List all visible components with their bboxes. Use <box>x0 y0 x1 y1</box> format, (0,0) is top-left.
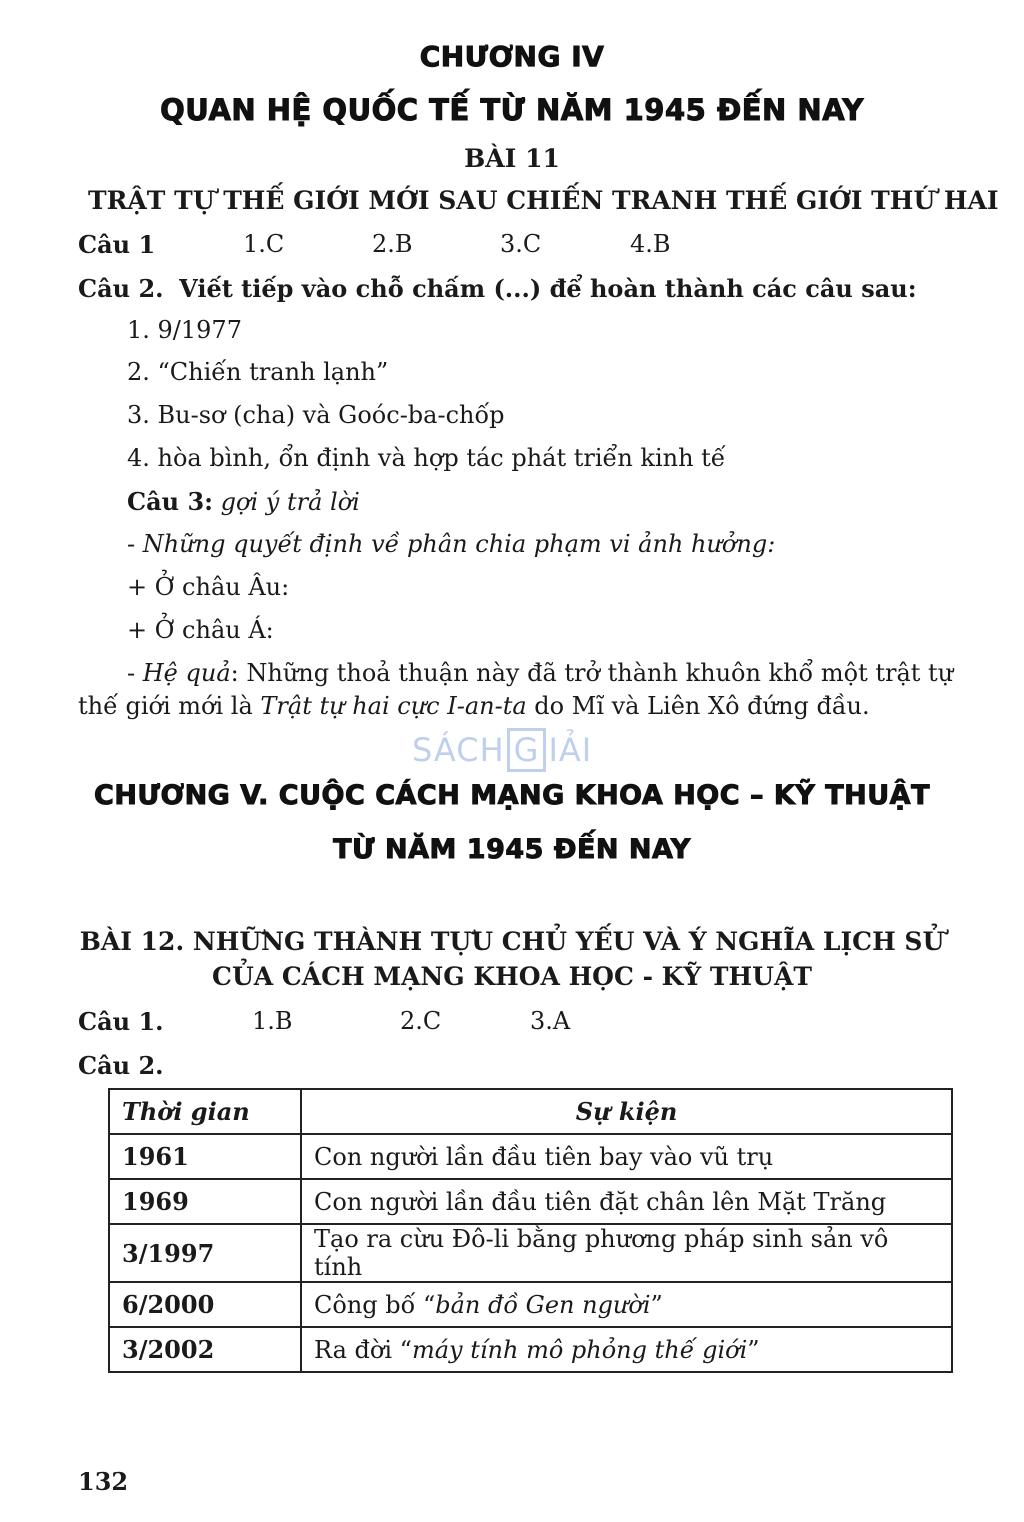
l12-q1-answer: 3.A <box>530 1007 571 1035</box>
l11-q1-answer: 3.C <box>500 230 542 258</box>
l11-q2-item: 1. 9/1977 <box>127 316 242 344</box>
watermark-text-g: G <box>507 728 547 772</box>
watermark-text-a: SÁCH <box>412 731 505 769</box>
watermark-logo <box>412 728 592 772</box>
l11-q3-hint: gợi ý trả lời <box>220 488 360 516</box>
event-description: Tạo ra cừu Đô-li bằng phương pháp sinh sản vô tính <box>301 1224 952 1282</box>
l11-q3-consequence-line-2 <box>78 692 870 720</box>
event-time: 3/1997 <box>109 1224 301 1282</box>
l11-q3-asia: + Ở châu Á: <box>127 616 274 644</box>
table-header-row <box>109 1089 952 1134</box>
event-time: 6/2000 <box>109 1282 301 1327</box>
l11-q2-item: 4. hòa bình, ổn định và hợp tác phát triển kinh tế <box>127 444 726 472</box>
event-description <box>301 1327 952 1372</box>
table-row <box>109 1224 952 1282</box>
l12-q2-label: Câu 2. <box>78 1051 164 1080</box>
event-text-pre: Ra đời “ <box>314 1335 412 1364</box>
l11-q2-prompt: Viết tiếp vào chỗ chấm (...) để hoàn thành các câu sau: <box>179 274 917 303</box>
lesson-12-title-line-2: CỦA CÁCH MẠNG KHOA HỌC - KỸ THUẬT <box>212 962 812 991</box>
l11-q3-europe: + Ở châu Âu: <box>127 573 290 601</box>
event-time: 1969 <box>109 1179 301 1224</box>
header-event: Sự kiện <box>301 1089 952 1134</box>
l12-q1-label: Câu 1. <box>78 1007 164 1036</box>
header-time: Thời gian <box>109 1089 301 1134</box>
l11-q2-item: 3. Bu-sơ (cha) và Goóc-ba-chốp <box>127 401 505 429</box>
l12-q1-answer: 2.C <box>400 1007 442 1035</box>
event-description: Con người lần đầu tiên đặt chân lên Mặt Trăng <box>301 1179 952 1224</box>
event-time: 3/2002 <box>109 1327 301 1372</box>
table-row <box>109 1134 952 1179</box>
l11-q1-answer: 4.B <box>630 230 671 258</box>
table-row <box>109 1282 952 1327</box>
l11-q1-answer: 1.C <box>243 230 285 258</box>
chapter-4-title: QUAN HỆ QUỐC TẾ TỪ NĂM 1945 ĐẾN NAY <box>160 93 864 127</box>
event-description: Con người lần đầu tiên bay vào vũ trụ <box>301 1134 952 1179</box>
l11-q1-label: Câu 1 <box>78 230 156 259</box>
lesson-11-title: TRẬT TỰ THẾ GIỚI MỚI SAU CHIẾN TRANH THẾ GIỚI THỨ HAI <box>88 186 999 215</box>
l11-q3-label: Câu 3: <box>127 487 214 516</box>
l11-q2-item: 2. “Chiến tranh lạnh” <box>127 358 389 386</box>
page-number: 132 <box>78 1467 129 1496</box>
l11-q1-answer: 2.B <box>372 230 413 258</box>
events-table <box>108 1088 953 1373</box>
lesson-12-title-line-1: BÀI 12. NHỮNG THÀNH TỰU CHỦ YẾU VÀ Ý NGHĨA LỊCH SỬ <box>79 927 945 956</box>
chapter-5-title-line-2: TỪ NĂM 1945 ĐẾN NAY <box>333 834 691 865</box>
l11-q3-line <box>127 487 360 516</box>
consequence-text: : Những thoả thuận này đã trở thành khuôn khổ một trật tự <box>230 659 954 687</box>
consequence-label: Hệ quả <box>142 659 231 687</box>
event-text-italic: máy tính mô phỏng thế giới <box>411 1335 748 1364</box>
table-row <box>109 1327 952 1372</box>
l11-q2-label: Câu 2. <box>78 274 164 303</box>
event-text-italic: bản đồ Gen người <box>435 1290 651 1319</box>
chapter-5-title-line-1: CHƯƠNG V. CUỘC CÁCH MẠNG KHOA HỌC – KỸ THUẬT <box>94 780 930 811</box>
watermark-text-b: IẢI <box>548 731 593 769</box>
event-text-post: ” <box>650 1290 663 1319</box>
event-time: 1961 <box>109 1134 301 1179</box>
l11-q3-decision: - Những quyết định về phân chia phạm vi ảnh hưởng: <box>127 530 776 558</box>
l11-q2-line <box>78 274 917 303</box>
event-description <box>301 1282 952 1327</box>
l11-q3-consequence-line-1: - Hệ quả: Những thoả thuận này đã trở thành khuôn khổ một trật tự <box>127 659 954 687</box>
table-row <box>109 1179 952 1224</box>
event-text-pre: Công bố “ <box>314 1290 436 1319</box>
consequence-text-a: thế giới mới là <box>78 692 261 720</box>
lesson-11-label: BÀI 11 <box>464 144 560 173</box>
yalta-order-term: Trật tự hai cực I-an-ta <box>260 692 527 720</box>
event-text-post: ” <box>747 1335 760 1364</box>
chapter-4-label: CHƯƠNG IV <box>419 40 605 73</box>
l12-q1-answer: 1.B <box>252 1007 293 1035</box>
consequence-text-c: do Mĩ và Liên Xô đứng đầu. <box>526 692 870 720</box>
